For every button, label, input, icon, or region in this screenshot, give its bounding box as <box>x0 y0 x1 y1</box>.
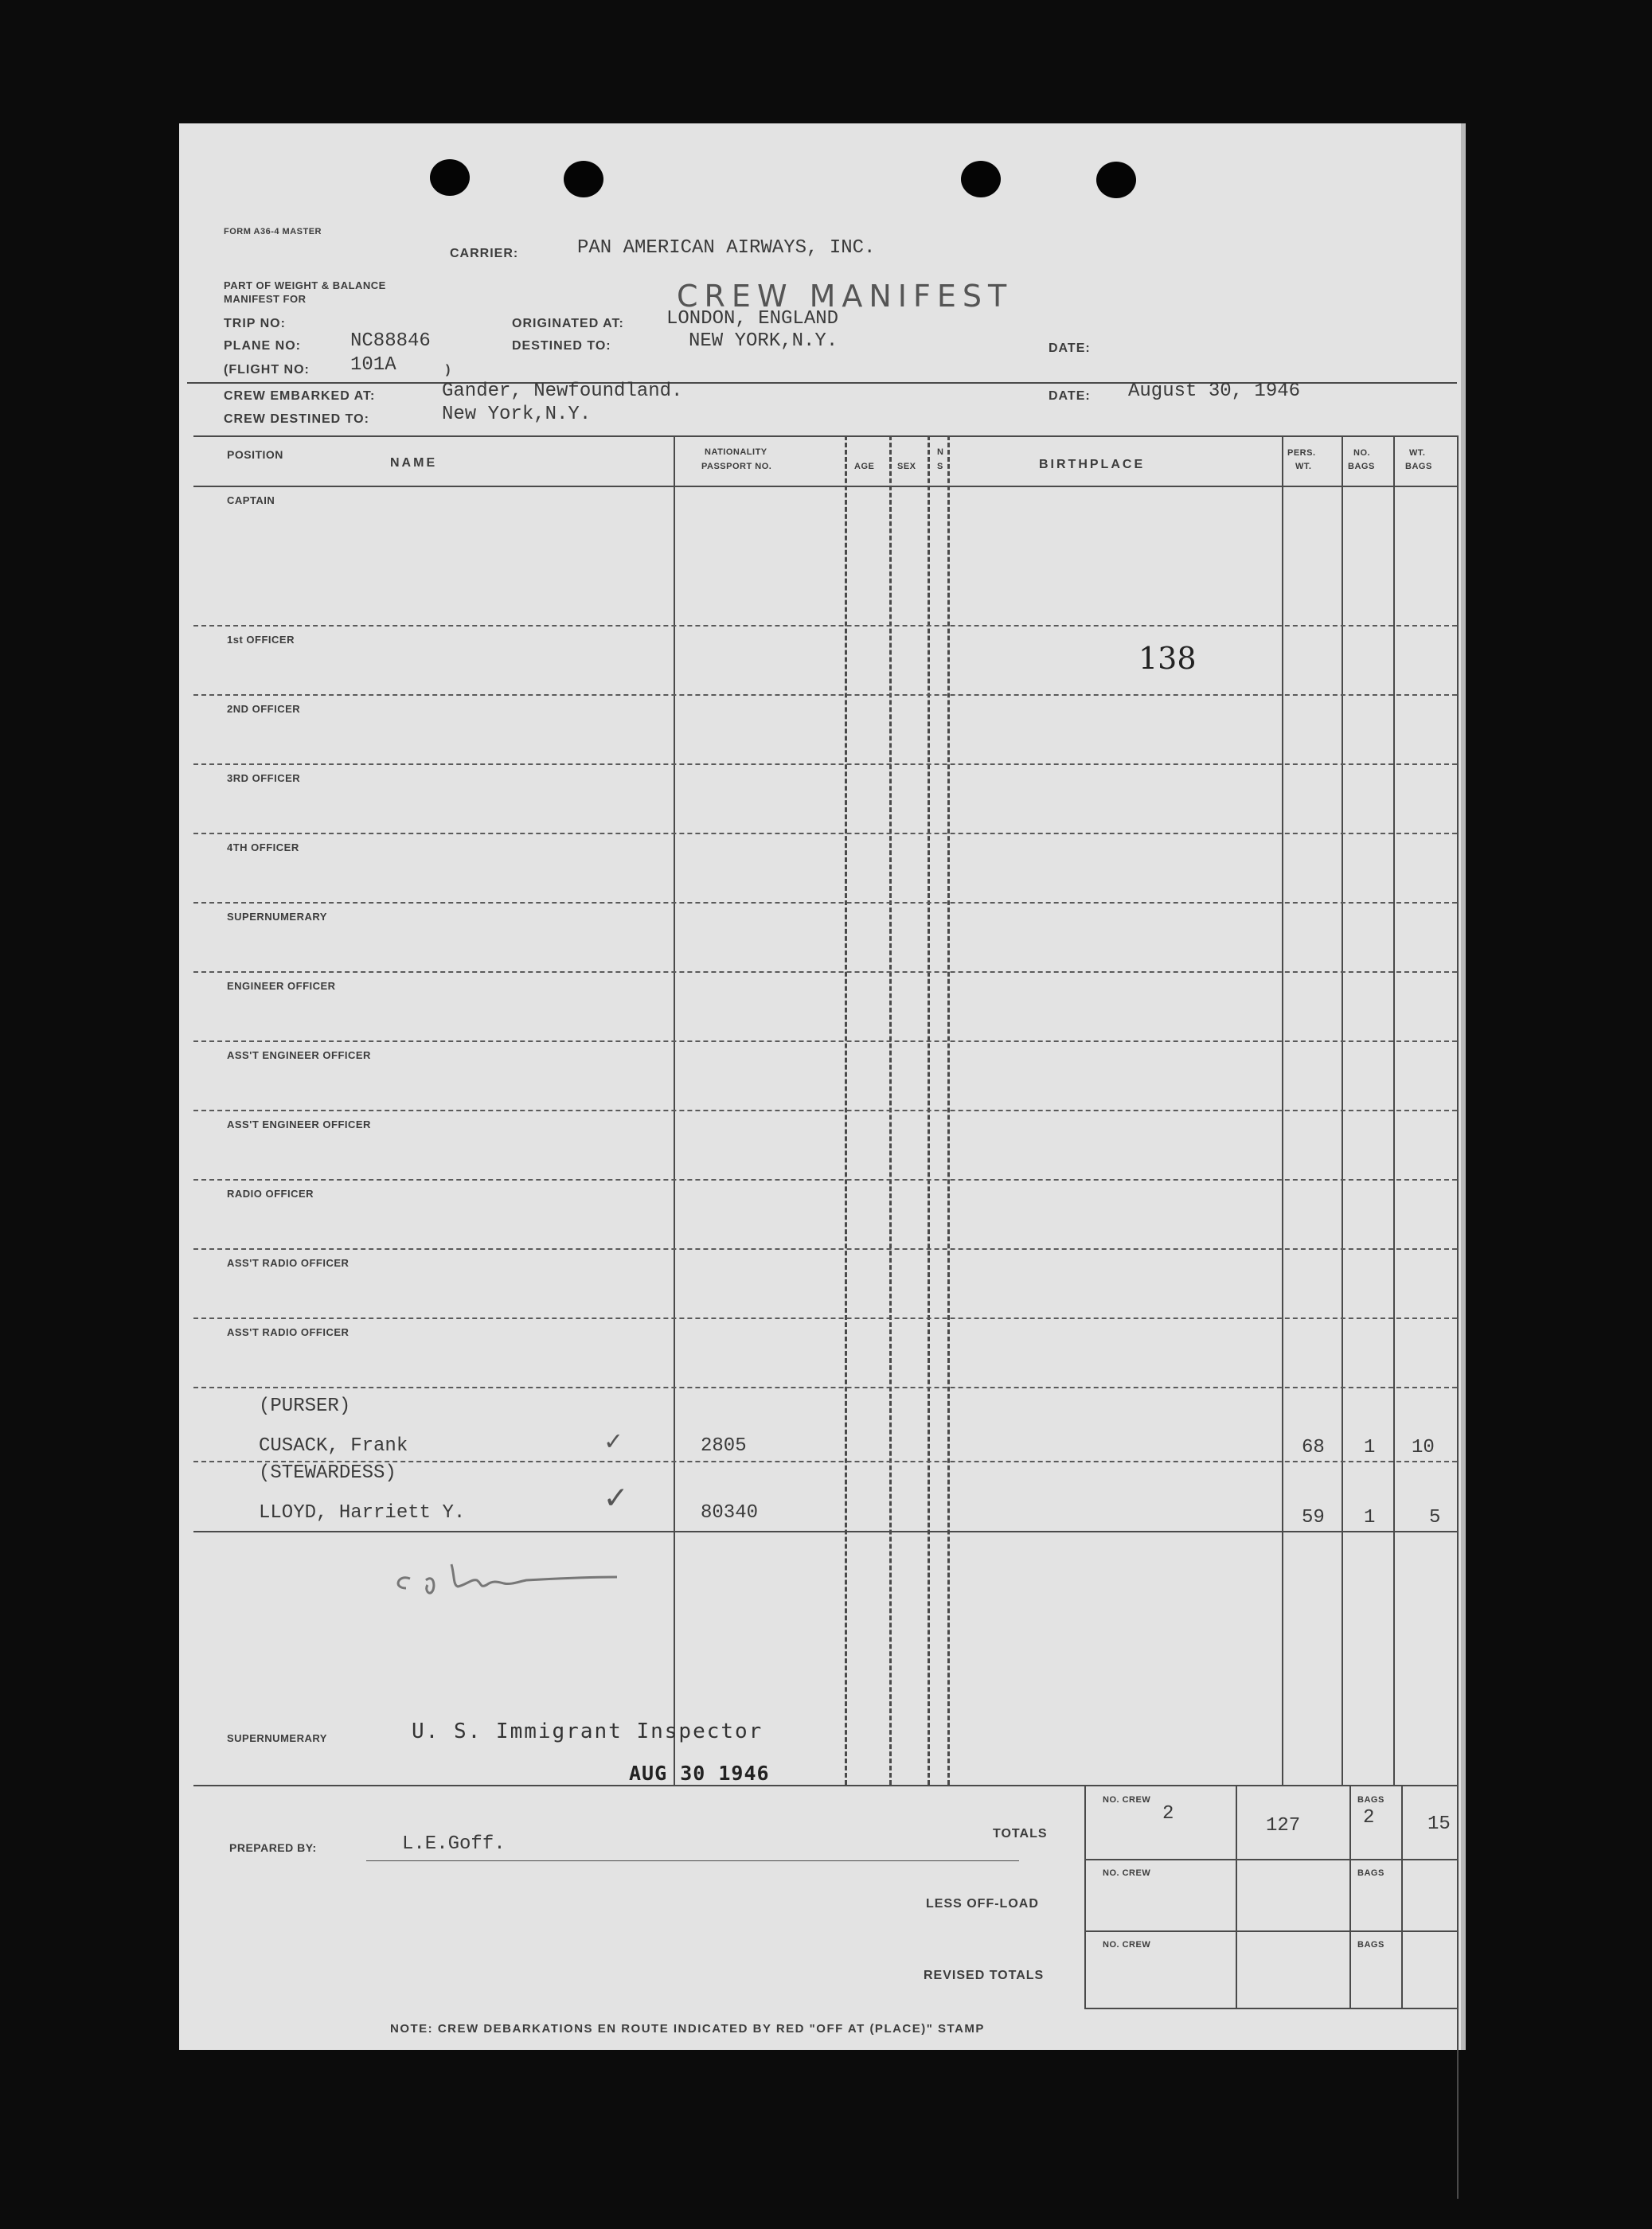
ns-col-header-2: S <box>937 462 943 471</box>
position-col-header: POSITION <box>227 448 283 461</box>
destined-value: NEW YORK,N.Y. <box>689 330 838 352</box>
pers-wt-col-header-2: WT. <box>1295 462 1312 471</box>
table-header-rule <box>193 486 1457 487</box>
row-rule <box>193 902 1457 904</box>
crew-embarked-value: Gander, Newfoundland. <box>442 381 683 402</box>
bags-label: BAGS <box>1357 1940 1384 1950</box>
manifest-paper <box>179 123 1466 2050</box>
table-right-border <box>1457 435 1459 2199</box>
table-top-rule <box>193 435 1457 437</box>
inspection-date-stamp: AUG 30 1946 <box>629 1762 770 1785</box>
position-label-2nd-officer: 2ND OFFICER <box>227 703 301 715</box>
ns-col-header-1: N <box>937 447 944 457</box>
position-label-radio-officer: RADIO OFFICER <box>227 1188 314 1200</box>
plane-no-value: NC88846 <box>350 330 431 352</box>
total-no-crew: 2 <box>1162 1803 1174 1825</box>
name-col-header: NAME <box>390 456 438 470</box>
no-crew-label: NO. CREW <box>1103 1940 1151 1950</box>
no-crew-label: NO. CREW <box>1103 1868 1151 1878</box>
row-rule <box>193 1317 1457 1319</box>
crew-destined-label: CREW DESTINED TO: <box>224 412 369 426</box>
inspector-signature <box>378 1556 665 1604</box>
crew-embarked-label: CREW EMBARKED AT: <box>224 389 376 403</box>
punch-hole <box>430 159 470 196</box>
crew-passport: 2805 <box>701 1435 747 1457</box>
row-rule <box>193 1387 1457 1388</box>
crew-no-bags: 1 <box>1364 1507 1376 1528</box>
part-of-label-2: MANIFEST FOR <box>224 293 307 305</box>
carrier-label: CARRIER: <box>450 247 519 260</box>
totals-rule <box>1084 1930 1457 1932</box>
position-label-4th-officer: 4TH OFFICER <box>227 841 299 853</box>
originated-value: LONDON, ENGLAND <box>666 308 839 330</box>
page-title: CREW MANIFEST <box>677 279 1013 314</box>
originated-label: ORIGINATED AT: <box>512 317 624 330</box>
position-label-supernumerary: SUPERNUMERARY <box>227 911 327 923</box>
wt-bags-col-header-1: WT. <box>1409 448 1426 458</box>
row-rule <box>193 1531 1457 1532</box>
page-number: 138 <box>1138 641 1197 676</box>
row-rule <box>193 1110 1457 1111</box>
bottom-supernumerary-label: SUPERNUMERARY <box>227 1732 327 1744</box>
flight-no-value: 101A <box>350 354 396 376</box>
prepared-by-rule <box>366 1860 1019 1861</box>
plane-no-label: PLANE NO: <box>224 339 301 353</box>
crew-wt-bags: 5 <box>1429 1507 1441 1528</box>
crew-passport: 80340 <box>701 1502 759 1524</box>
less-off-load-label: LESS OFF-LOAD <box>926 1897 1039 1911</box>
crew-pers-wt: 59 <box>1302 1507 1325 1528</box>
passport-col-header: PASSPORT NO. <box>701 462 772 471</box>
inspector-label: U. S. Immigrant Inspector <box>412 1720 764 1743</box>
row-rule <box>193 1179 1457 1181</box>
check-mark: ✓ <box>605 1428 622 1458</box>
crew-wt-bags: 10 <box>1412 1437 1435 1458</box>
punch-hole <box>564 161 603 197</box>
part-of-label-1: PART OF WEIGHT & BALANCE <box>224 279 386 291</box>
row-rule <box>193 694 1457 696</box>
totals-rule <box>1084 2008 1457 2009</box>
bags-label: BAGS <box>1357 1795 1384 1805</box>
total-pers-wt: 127 <box>1266 1815 1301 1837</box>
table-bottom-rule <box>193 1785 1457 1786</box>
date-label: DATE: <box>1049 389 1091 403</box>
totals-label: TOTALS <box>993 1827 1048 1841</box>
flight-no-close: ) <box>446 363 451 377</box>
row-rule <box>193 971 1457 973</box>
crew-no-bags: 1 <box>1364 1437 1376 1458</box>
row-rule <box>193 1040 1457 1042</box>
bags-label: BAGS <box>1357 1868 1384 1878</box>
totals-rule <box>1084 1859 1457 1860</box>
position-label-engineer-officer: ENGINEER OFFICER <box>227 980 336 992</box>
row-rule <box>193 1248 1457 1250</box>
check-mark: ✓ <box>605 1480 627 1520</box>
sex-col-header: SEX <box>897 462 916 471</box>
totals-rule <box>1349 1785 1351 2008</box>
trip-no-label: TRIP NO: <box>224 317 286 330</box>
position-label-asst-engineer-officer: ASS'T ENGINEER OFFICER <box>227 1118 371 1130</box>
flight-no-label: (FLIGHT NO: <box>224 363 310 377</box>
position-label-1st-officer: 1st OFFICER <box>227 634 295 646</box>
crew-name: CUSACK, Frank <box>259 1435 408 1457</box>
totals-rule <box>1084 1785 1086 2008</box>
crew-role-stewardess: (STEWARDESS) <box>259 1462 396 1484</box>
manifest-date: August 30, 1946 <box>1128 381 1301 402</box>
crew-pers-wt: 68 <box>1302 1437 1325 1458</box>
prepared-by-value: L.E.Goff. <box>402 1833 506 1855</box>
row-rule <box>193 833 1457 834</box>
position-label-3rd-officer: 3RD OFFICER <box>227 772 301 784</box>
carrier-value: PAN AMERICAN AIRWAYS, INC. <box>577 237 876 259</box>
totals-rule <box>1236 1785 1237 2008</box>
crew-name: LLOYD, Harriett Y. <box>259 1502 466 1524</box>
position-label-captain: CAPTAIN <box>227 494 275 506</box>
no-bags-col-header-2: BAGS <box>1348 462 1375 471</box>
crew-role-purser: (PURSER) <box>259 1396 351 1417</box>
prepared-by-label: PREPARED BY: <box>229 1841 317 1854</box>
punch-hole <box>1096 162 1136 198</box>
nationality-col-header: NATIONALITY <box>705 447 767 457</box>
wt-bags-col-header-2: BAGS <box>1405 462 1432 471</box>
row-rule <box>193 625 1457 627</box>
form-number: FORM A36-4 MASTER <box>224 227 322 236</box>
no-crew-label: NO. CREW <box>1103 1795 1151 1805</box>
birthplace-col-header: BIRTHPLACE <box>1039 458 1146 471</box>
row-rule <box>193 763 1457 765</box>
total-bags: 2 <box>1363 1807 1375 1829</box>
destined-label: DESTINED TO: <box>512 339 611 353</box>
date-label: DATE: <box>1049 342 1091 355</box>
crew-destined-value: New York,N.Y. <box>442 404 592 425</box>
position-label-asst-radio-officer: ASS'T RADIO OFFICER <box>227 1257 350 1269</box>
footer-note: NOTE: CREW DEBARKATIONS EN ROUTE INDICATED BY RED "OFF AT (PLACE)" STAMP <box>390 2022 985 2036</box>
position-label-asst-radio-officer: ASS'T RADIO OFFICER <box>227 1326 350 1338</box>
age-col-header: AGE <box>854 462 875 471</box>
pers-wt-col-header-1: PERS. <box>1287 448 1316 458</box>
no-bags-col-header-1: NO. <box>1353 448 1371 458</box>
position-label-asst-engineer-officer: ASS'T ENGINEER OFFICER <box>227 1049 371 1061</box>
revised-totals-label: REVISED TOTALS <box>924 1969 1045 1982</box>
totals-rule <box>1401 1785 1403 2008</box>
punch-hole <box>961 161 1001 197</box>
total-wt-bags: 15 <box>1427 1813 1451 1835</box>
